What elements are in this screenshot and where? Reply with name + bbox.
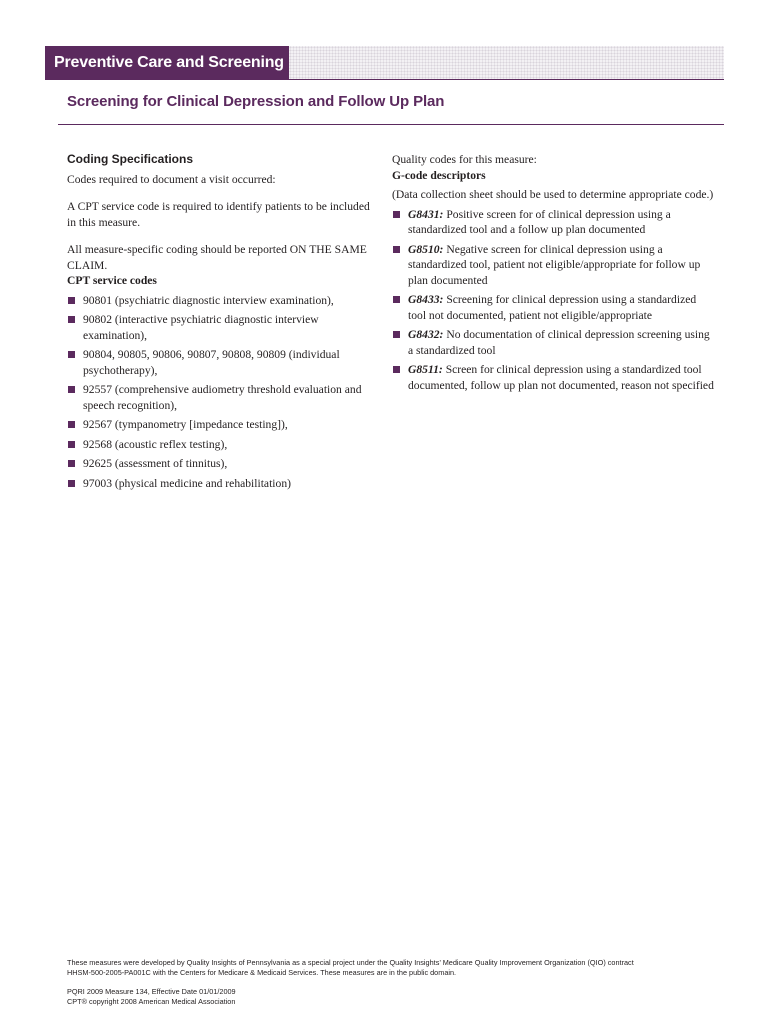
gcode-description: Negative screen for clinical depression using a standardized tool, patient not eligible/appropriate for follow up plan documented <box>408 242 701 287</box>
right-column <box>392 152 714 393</box>
page-footer <box>67 958 667 1007</box>
gcode-label: G8433: <box>408 293 444 306</box>
gcode-label: G8511: <box>408 363 443 376</box>
same-claim-text: All measure-specific coding should be reported ON THE SAME CLAIM. <box>67 243 367 272</box>
list-item: 92625 (assessment of tinnitus), <box>67 456 381 472</box>
list-item: 92567 (tympanometry [impedance testing]), <box>67 417 381 433</box>
gcode-descriptors-heading: G-code descriptors <box>392 168 486 182</box>
footer-development-note: These measures were developed by Quality Insights of Pennsylvania as a special project under the Quality Insights’ Medicare Quality Improvement Organization (QIO) contract <box>67 958 634 967</box>
square-bullet-icon <box>393 296 400 303</box>
gcode-note: (Data collection sheet should be used to determine appropriate code.) <box>392 188 714 201</box>
list-item <box>392 362 714 393</box>
gcode-description: Screening for clinical depression using a standardized tool not documented, patient not eligible/appropriate <box>408 293 697 322</box>
left-column <box>67 152 381 491</box>
gcode-description: No documentation of clinical depression screening using a standardized tool <box>408 328 710 357</box>
list-item <box>392 327 714 358</box>
square-bullet-icon <box>393 331 400 338</box>
square-bullet-icon <box>68 441 75 448</box>
square-bullet-icon <box>393 246 400 253</box>
square-bullet-icon <box>393 366 400 373</box>
footer-contract-note: HHSM-500-2005-PA001C with the Centers for Medicare & Medicaid Services. These measures are in the public domain. <box>67 968 457 977</box>
coding-specifications-heading: Coding Specifications <box>67 152 194 166</box>
section-banner <box>45 46 724 80</box>
gcode-description: Screen for clinical depression using a standardized tool documented, follow up plan not documented, reason not specified <box>408 363 714 392</box>
square-bullet-icon <box>68 316 75 323</box>
list-item: 90802 (interactive psychiatric diagnostic interview examination), <box>67 312 381 343</box>
cpt-required-text: A CPT service code is required to identify patients to be included in this measure. <box>67 200 370 229</box>
gcode-label: G8510: <box>408 242 444 256</box>
visit-codes-text: Codes required to document a visit occurred: <box>67 172 276 186</box>
list-item: 97003 (physical medicine and rehabilitation) <box>67 476 381 492</box>
quality-codes-intro: Quality codes for this measure: <box>392 153 537 166</box>
list-item <box>392 207 714 238</box>
list-item <box>392 242 714 289</box>
gcode-list <box>392 207 714 394</box>
cpt-service-codes-heading: CPT service codes <box>67 274 157 287</box>
title-divider <box>58 124 724 125</box>
list-item <box>392 292 714 323</box>
square-bullet-icon <box>393 211 400 218</box>
list-item: 92557 (comprehensive audiometry threshold evaluation and speech recognition), <box>67 382 381 413</box>
footer-copyright: CPT® copyright 2008 American Medical Association <box>67 997 236 1006</box>
square-bullet-icon <box>68 386 75 393</box>
gcode-label: G8432: <box>408 328 444 341</box>
square-bullet-icon <box>68 421 75 428</box>
list-item: 90801 (psychiatric diagnostic interview examination), <box>67 293 381 309</box>
section-tab: Preventive Care and Screening <box>45 46 289 79</box>
footer-measure-info: PQRI 2009 Measure 134, Effective Date 01/01/2009 <box>67 987 236 996</box>
gcode-label: G8431: <box>408 207 444 221</box>
square-bullet-icon <box>68 480 75 487</box>
square-bullet-icon <box>68 460 75 467</box>
gcode-description: Positive screen for of clinical depression using a standardized tool and a follow up plan documented <box>408 207 671 236</box>
page-title: Screening for Clinical Depression and Follow Up Plan <box>67 93 445 110</box>
square-bullet-icon <box>68 351 75 358</box>
banner-pattern <box>289 46 724 79</box>
cpt-code-list <box>67 293 381 492</box>
list-item: 90804, 90805, 90806, 90807, 90808, 90809 (individual psychotherapy), <box>67 347 381 378</box>
square-bullet-icon <box>68 297 75 304</box>
list-item: 92568 (acoustic reflex testing), <box>67 437 381 453</box>
